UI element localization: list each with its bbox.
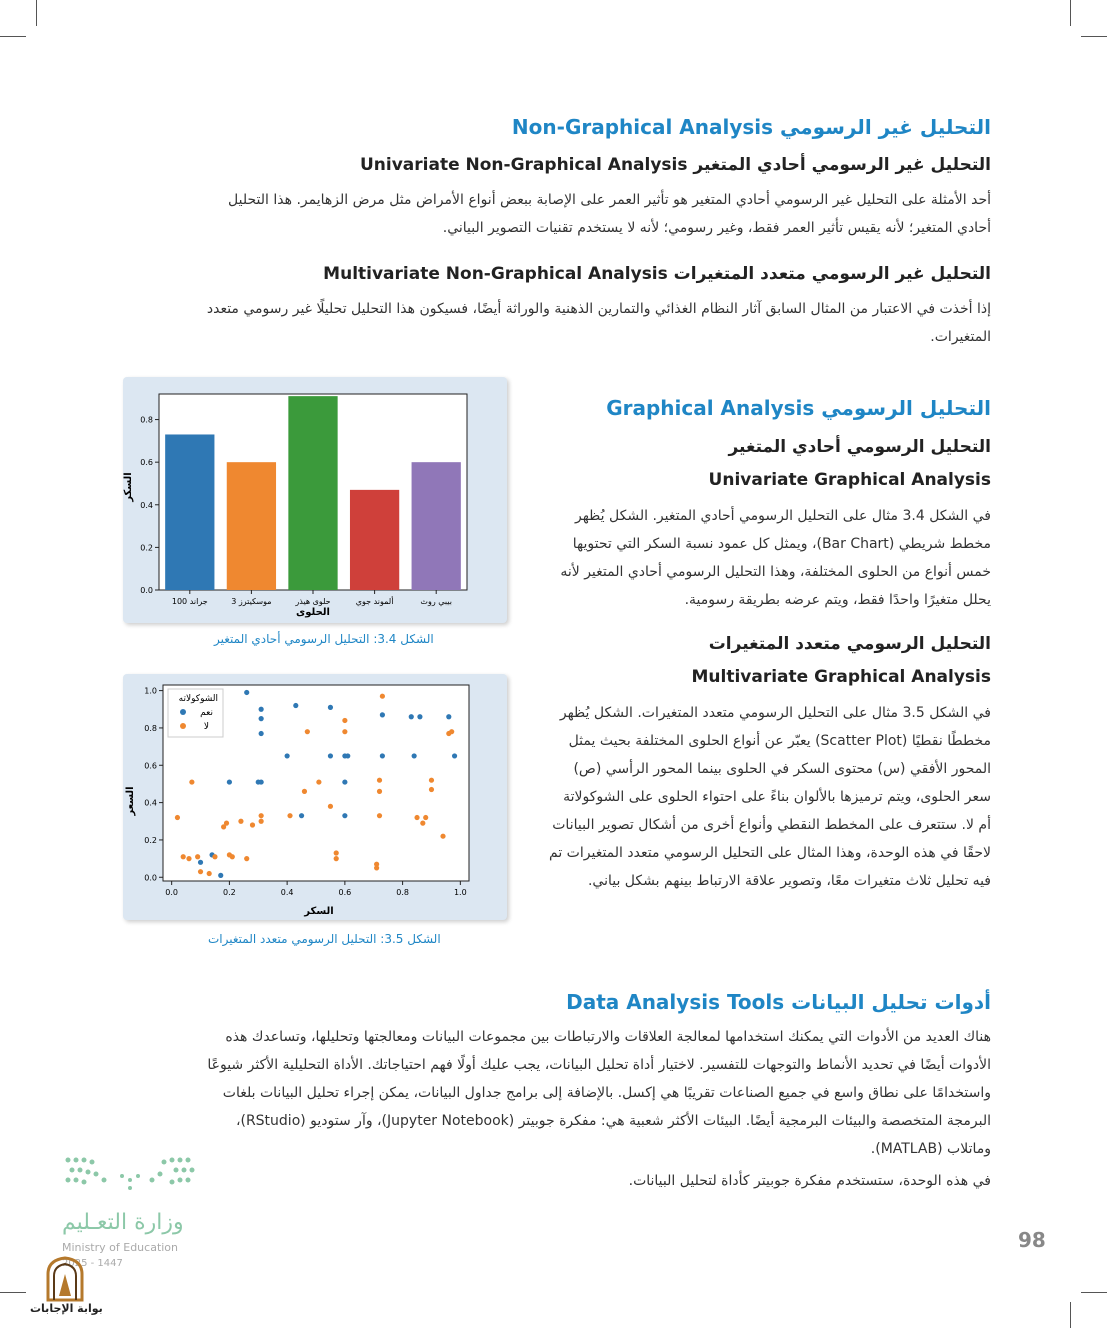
text-line: مخططًا نقطيًا (Scatter Plot) يعبّر عن أنواع الحلوى المختلفة بحيث يمثل xyxy=(568,733,991,749)
legend-marker-no xyxy=(180,723,186,729)
legend-marker-yes xyxy=(180,709,186,715)
scatter-point xyxy=(414,815,419,820)
scatter-point xyxy=(293,703,298,708)
scatter-point xyxy=(334,850,339,855)
text-line: أم لا. ستتعرف على المخطط النقطي وأنواع أخرى من أشكال تصوير البيانات xyxy=(552,817,991,833)
scatter-point xyxy=(181,854,186,859)
crop-mark xyxy=(0,1292,26,1293)
scatter-point xyxy=(449,729,454,734)
scatter-xtick-label: 0.0 xyxy=(165,888,179,897)
paragraph-multivariate-graphical xyxy=(546,699,991,895)
legend-label-no: لا xyxy=(203,722,209,732)
text-line: فيه تحليل ثلاث متغيرات معًا، وتصوير علاقة الارتباط بينهم بشكل بياني. xyxy=(587,873,991,889)
ministry-name-ar: وزارة التعـليم xyxy=(62,1210,184,1235)
bar-ytick-label: 0.0 xyxy=(140,586,153,595)
crop-mark xyxy=(1081,36,1107,37)
subsection-title-multivariate-graphical-ar: التحليل الرسومي متعدد المتغيرات xyxy=(708,634,991,654)
bar-category-label: 3 موسكيترز xyxy=(231,597,272,606)
scatter-point xyxy=(412,753,417,758)
scatter-xtick-label: 0.6 xyxy=(338,888,352,897)
scatter-xtick-label: 0.4 xyxy=(280,888,294,897)
scatter-point xyxy=(259,731,264,736)
scatter-point xyxy=(377,813,382,818)
legend-title: الشوكولاته xyxy=(178,694,218,704)
bar xyxy=(227,462,276,590)
text-line: هناك العديد من الأدوات التي يمكنك استخدامها لمعالجة العلاقات والارتباطات بين مجموعات البيانات ومعالجتها وتحليلها، وتساعدك هذه xyxy=(225,1029,991,1045)
scatter-point xyxy=(244,856,249,861)
section-title-graphical: التحليل الرسومي Graphical Analysis xyxy=(606,396,991,420)
scatter-xlabel: السكر xyxy=(304,906,334,917)
text-line: يحلل متغيرًا واحدًا فقط، ويتم عرضه بطريقة رسومية. xyxy=(684,592,991,608)
page-number: 98 xyxy=(1018,1228,1046,1252)
scatter-point xyxy=(446,714,451,719)
scatter-point xyxy=(440,834,445,839)
scatter-point xyxy=(227,779,232,784)
scatter-point xyxy=(417,714,422,719)
bar-chart-svg xyxy=(123,377,507,623)
subsection-title-univariate-graphical-en: Univariate Graphical Analysis xyxy=(708,470,991,490)
answers-gate-label: بوابة الإجابات xyxy=(30,1302,103,1315)
scatter-point xyxy=(207,871,212,876)
crop-mark xyxy=(1070,1302,1071,1328)
scatter-point xyxy=(195,854,200,859)
figure-3-4-caption: الشكل 3.4: التحليل الرسومي أحادي المتغير xyxy=(214,632,434,646)
text-line: مخطط شريطي (Bar Chart)، ويمثل كل عمود نسبة السكر التي تحتويها xyxy=(572,536,991,552)
figure-3-4-bar-chart xyxy=(123,377,507,623)
scatter-point xyxy=(259,819,264,824)
scatter-ytick-label: 0.4 xyxy=(144,798,157,808)
scatter-point xyxy=(342,753,347,758)
scatter-point xyxy=(429,778,434,783)
scatter-point xyxy=(334,856,339,861)
scatter-point xyxy=(342,779,347,784)
scatter-point xyxy=(175,815,180,820)
scatter-point xyxy=(212,854,217,859)
text-line: أحادي المتغير؛ لأنه يقيس تأثير العمر فقط، وغير رسومي؛ لأنه لا يستخدم تقنيات التصوير البياني. xyxy=(442,220,991,236)
paragraph-multivariate-nongraphical xyxy=(161,295,991,351)
scatter-ytick-label: 1.0 xyxy=(144,686,157,696)
text-line: خمس أنواع من الحلوى المختلفة، وهذا التحليل الرسومي أحادي المتغير لأنه xyxy=(560,564,991,580)
scatter-xtick-label: 1.0 xyxy=(453,888,467,897)
scatter-point xyxy=(305,729,310,734)
text-line: الأدوات أيضًا في تحديد الأنماط والتوجهات للتفسير. لاختيار أداة تحليل البيانات، يجب عليك أولًا فهم احتياجاتك. الأداة التحليلية الأكثر شيوعًا xyxy=(207,1057,991,1073)
ministry-name-en: Ministry of Education xyxy=(62,1241,179,1254)
scatter-point xyxy=(380,712,385,717)
bar-ylabel: السكر xyxy=(123,472,134,502)
section-title-nongraphical: التحليل غير الرسومي Non-Graphical Analysis xyxy=(511,115,991,139)
scatter-point xyxy=(342,729,347,734)
ministry-logo-icon xyxy=(62,1150,202,1198)
text-line: البرمجة المتخصصة والبيئات البرمجية أيضًا. البيئات الأكثر شعبية هي: مفكرة جوبيتر (Jupyter Notebook)، وآر ستوديو (RStudio)، xyxy=(235,1113,991,1129)
bar-ytick-label: 0.2 xyxy=(140,543,153,553)
text-line: واستخدامًا على نطاق واسع في جميع الصناعات تقريبًا هي إكسل. بالإضافة إلى برامج جداول البيانات، يمكن إجراء تحليل البيانات بلغات xyxy=(222,1085,991,1101)
ministry-year: 2025 - 1447 xyxy=(62,1258,123,1269)
scatter-point xyxy=(342,813,347,818)
scatter-point xyxy=(198,869,203,874)
bar-ytick-label: 0.6 xyxy=(140,458,153,468)
scatter-point xyxy=(409,714,414,719)
subsection-title-multivariate-nongraphical: التحليل غير الرسومي متعدد المتغيرات Multivariate Non-Graphical Analysis xyxy=(323,264,991,284)
scatter-point xyxy=(238,819,243,824)
bar xyxy=(412,462,461,590)
text-line: المتغيرات. xyxy=(930,329,991,345)
crop-mark xyxy=(1081,1292,1107,1293)
scatter-point xyxy=(259,813,264,818)
crop-mark xyxy=(36,0,37,26)
scatter-point xyxy=(420,821,425,826)
text-line: إذا أخذت في الاعتبار من المثال السابق آثار النظام الغذائي والتمارين الذهنية والوراثة أيضًا، فسيكون هذا التحليل تحليلًا غير رسومي متعدد xyxy=(206,301,991,317)
bar-category-label: بيبي روث xyxy=(420,597,452,606)
scatter-point xyxy=(218,873,223,878)
figure-3-5-caption: الشكل 3.5: التحليل الرسومي متعدد المتغيرات xyxy=(208,932,441,946)
subsection-title-multivariate-graphical-en: Multivariate Graphical Analysis xyxy=(691,667,991,687)
bar-category-label: ألموند جوي xyxy=(355,597,394,606)
scatter-point xyxy=(259,707,264,712)
text-line: أحد الأمثلة على التحليل غير الرسومي أحادي المتغير هو تأثير العمر على الإصابة ببعض أنواع الأمراض مثل مرض الزهايمر. هذا التحليل xyxy=(228,192,991,208)
scatter-point xyxy=(198,860,203,865)
paragraph-univariate-graphical xyxy=(546,502,991,614)
scatter-legend xyxy=(168,689,223,737)
scatter-ytick-label: 0.6 xyxy=(144,761,157,771)
text-line: في الشكل 3.4 مثال على التحليل الرسومي أحادي المتغير. الشكل يُظهر xyxy=(575,508,991,524)
figure-3-5-scatter-plot xyxy=(123,674,507,920)
scatter-point xyxy=(186,856,191,861)
scatter-point xyxy=(452,753,457,758)
scatter-point xyxy=(189,779,194,784)
bar-ytick-label: 0.8 xyxy=(140,415,153,425)
subsection-title-univariate-nongraphical: التحليل غير الرسومي أحادي المتغير Univariate Non-Graphical Analysis xyxy=(359,155,991,175)
scatter-point xyxy=(287,813,292,818)
paragraph-tools xyxy=(161,1023,991,1163)
scatter-point xyxy=(377,778,382,783)
scatter-point xyxy=(374,865,379,870)
scatter-point xyxy=(328,753,333,758)
scatter-ytick-label: 0.8 xyxy=(144,723,157,733)
crop-mark xyxy=(0,36,26,37)
scatter-point xyxy=(244,690,249,695)
scatter-point xyxy=(380,694,385,699)
text-line: في الشكل 3.5 مثال على التحليل الرسومي متعدد المتغيرات. الشكل يُظهر xyxy=(559,705,991,721)
bar-ytick-label: 0.4 xyxy=(140,500,153,510)
scatter-point xyxy=(259,779,264,784)
scatter-xtick-label: 0.2 xyxy=(223,888,236,897)
scatter-point xyxy=(328,804,333,809)
bar-category-label: حلوى هيذر xyxy=(295,597,331,606)
scatter-point xyxy=(285,753,290,758)
section-title-tools: أدوات تحليل البيانات Data Analysis Tools xyxy=(566,990,991,1014)
scatter-point xyxy=(299,813,304,818)
scatter-point xyxy=(328,705,333,710)
bar-xlabel: الحلوى xyxy=(296,607,330,618)
crop-mark xyxy=(1070,0,1071,26)
scatter-point xyxy=(429,787,434,792)
scatter-point xyxy=(259,716,264,721)
scatter-point xyxy=(377,789,382,794)
scatter-point xyxy=(250,822,255,827)
paragraph-univariate-nongraphical xyxy=(161,186,991,242)
scatter-point xyxy=(230,854,235,859)
subsection-title-univariate-graphical-ar: التحليل الرسومي أحادي المتغير xyxy=(728,437,991,457)
scatter-chart-svg xyxy=(123,674,507,920)
text-line: سعر الحلوى، ويتم ترميزها بالألوان بناءً على احتواء الحلوى على الشوكولاتة xyxy=(563,789,991,805)
text-line: لاحقًا في هذه الوحدة، وهذا المثال على التحليل الرسومي متعدد المتغيرات تم xyxy=(549,845,991,861)
bar-category-label: 100 جراند xyxy=(171,597,208,606)
scatter-ylabel: السعر xyxy=(125,786,136,816)
scatter-point xyxy=(224,821,229,826)
scatter-point xyxy=(423,815,428,820)
scatter-point xyxy=(302,789,307,794)
legend-label-yes: نعم xyxy=(200,708,213,718)
scatter-point xyxy=(342,718,347,723)
scatter-xtick-label: 0.8 xyxy=(396,888,409,897)
bar xyxy=(350,490,399,590)
scatter-point xyxy=(380,753,385,758)
bar xyxy=(288,396,337,590)
scatter-ytick-label: 0.0 xyxy=(144,873,157,883)
scatter-ytick-label: 0.2 xyxy=(144,835,157,845)
scatter-point xyxy=(316,779,321,784)
paragraph-tools-note: في هذه الوحدة، ستستخدم مفكرة جوبيتر كأداة لتحليل البيانات. xyxy=(628,1173,991,1189)
text-line: المحور الأفقي (س) محتوى السكر في الحلوى بينما المحور الرأسي (ص) xyxy=(573,761,991,777)
text-line: وماتلاب (MATLAB). xyxy=(870,1141,991,1157)
answers-gate-logo-icon xyxy=(44,1256,86,1302)
bar xyxy=(165,434,214,590)
